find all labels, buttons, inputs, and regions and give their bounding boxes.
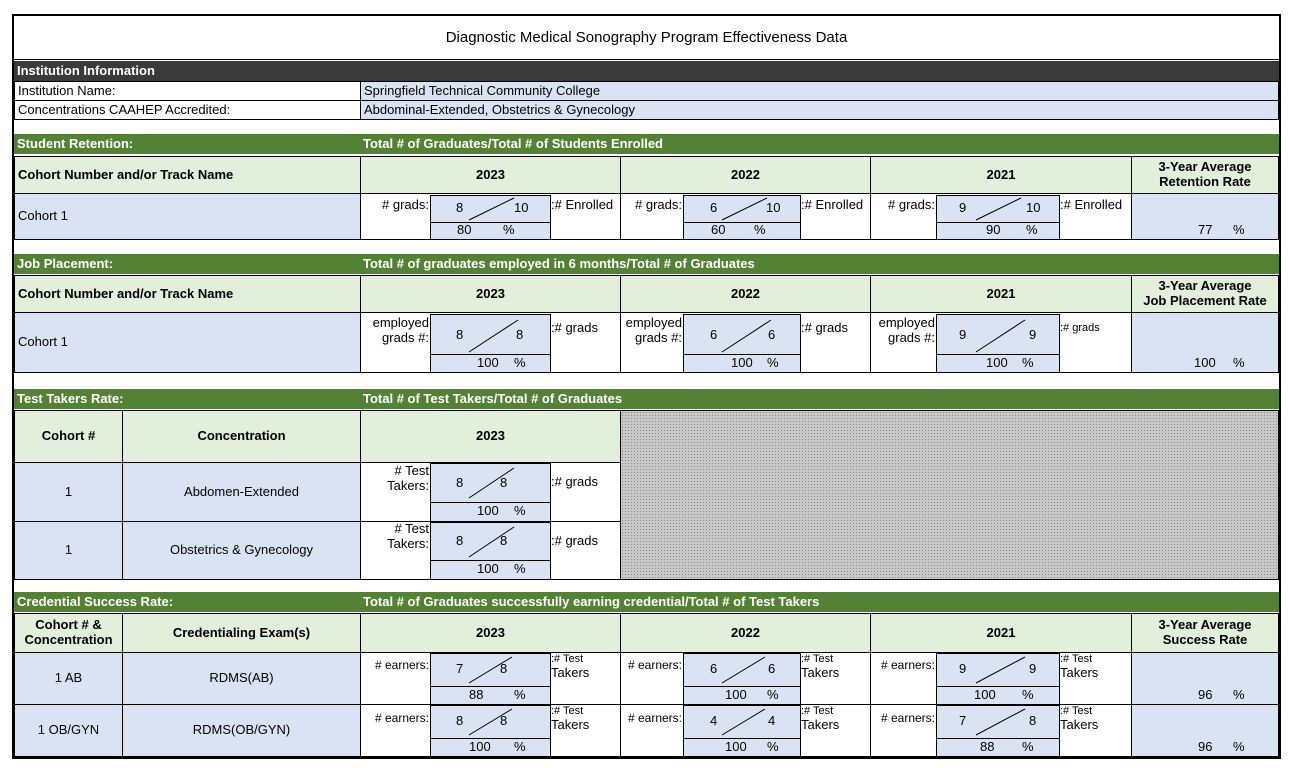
credential-row-1-2023-num: 7	[456, 661, 464, 676]
credential-row-2-2021-den-label	[1060, 705, 1131, 733]
credential-row-1-2023-num-label: # earners:	[374, 658, 429, 673]
credential-row-2-2022-num: 4	[710, 713, 718, 728]
credential-row-2-2023-pct-sign: %	[514, 739, 526, 754]
credential-subheader: Total # of Graduates successfully earning credential/Total # of Test Takers	[360, 592, 1279, 612]
credential-row-1-2023-pct: 88	[469, 687, 484, 702]
placement-2021-fraction-slash	[976, 319, 1026, 353]
credential-cohort-header-line1: Cohort # &	[35, 617, 102, 633]
retention-2022-den: 10	[766, 200, 781, 215]
credential-row-1-2023-den-label-line1: :# Test	[551, 653, 584, 665]
credential-row-2-2023-num: 8	[456, 713, 464, 728]
credential-average-header	[1131, 613, 1279, 653]
retention-2023-den: 10	[514, 200, 529, 215]
testtakers-row-1-pct-sign: %	[514, 503, 526, 518]
credential-row-1-2022-pct: 100	[725, 687, 747, 702]
credential-row-1-2021-pct-sign: %	[1022, 687, 1034, 702]
placement-2022-pct: 100	[731, 355, 753, 370]
credential-row-2-2022-fraction-slash	[722, 708, 766, 736]
placement-2022-fraction-slash	[722, 319, 772, 353]
placement-2022-num-label-line1: employed	[625, 315, 682, 330]
placement-2023-fraction-slash	[469, 319, 519, 353]
credential-exam-column-header: Credentialing Exam(s)	[122, 613, 361, 653]
retention-2022-fraction-slash	[722, 197, 768, 221]
retention-subheader: Total # of Graduates/Total # of Students Enrolled	[360, 134, 1279, 154]
credential-row-1-2022-den-label-line2: Takers	[801, 664, 840, 680]
testtakers-row-1-fraction-slash	[469, 467, 515, 499]
placement-year-2023: 2023	[360, 275, 621, 313]
placement-cohort-column-header: Cohort Number and/or Track Name	[14, 275, 361, 313]
credential-year-2022: 2022	[620, 613, 871, 653]
credential-row-2-average-pct-sign: %	[1233, 739, 1245, 754]
retention-2023-num: 8	[456, 200, 464, 215]
testtakers-row-1-concentration: Abdomen-Extended	[122, 462, 361, 522]
credential-row-1-2022-den: 6	[768, 661, 776, 676]
credential-row-1-average-value: 96	[1198, 687, 1213, 702]
institution-header: Institution Information	[14, 61, 1279, 81]
credential-row-2-2021-num-label: # earners:	[880, 711, 935, 726]
placement-average-pct-sign: %	[1233, 355, 1245, 370]
credential-cohort-header-line2: Concentration	[24, 632, 113, 647]
credential-row-2-cohort: 1 OB/GYN	[14, 704, 123, 757]
credential-row-1-2021-den-label	[1060, 653, 1131, 681]
placement-2022-num-label-line2: grads #:	[635, 329, 682, 345]
retention-2022-num: 6	[710, 200, 718, 215]
retention-2021-pct-sign: %	[1026, 222, 1038, 237]
retention-2023-pct: 80	[457, 222, 472, 237]
credential-row-2-2021-den-label-line1: :# Test	[1060, 705, 1093, 717]
credential-row-2-2023-fraction-slash	[469, 708, 513, 736]
retention-2021-num: 9	[959, 200, 967, 215]
credential-row-2-2022-pct: 100	[725, 739, 747, 754]
credential-row-1-2023-pct-cell	[430, 686, 551, 705]
credential-row-2-exam: RDMS(OB/GYN)	[122, 704, 361, 757]
credential-row-2-2021-den: 8	[1029, 713, 1037, 728]
retention-2021-pct: 90	[986, 222, 1001, 237]
placement-subheader: Total # of graduates employed in 6 months/Total # of Graduates	[360, 254, 1279, 274]
credential-row-2-2023-den-label	[551, 705, 621, 733]
credential-row-2-2023-den: 8	[500, 713, 508, 728]
retention-2023-den-label: :# Enrolled	[551, 196, 614, 212]
retention-2022-num-label: # grads:	[635, 196, 682, 212]
retention-average-pct-sign: %	[1233, 222, 1245, 237]
placement-average-header-line1: 3-Year Average	[1158, 278, 1252, 294]
placement-2021-num-label-line2: grads #:	[888, 329, 935, 345]
placement-2023-num: 8	[456, 327, 464, 342]
placement-row-label: Cohort 1	[14, 312, 361, 373]
testtakers-row-1-den-label: :# grads	[551, 473, 598, 489]
credential-row-1-2023-den-label-line2: Takers	[551, 664, 590, 680]
credential-year-2021: 2021	[870, 613, 1132, 653]
credential-row-1-2022-fraction-slash	[722, 656, 766, 684]
placement-section-header: Job Placement:	[14, 254, 361, 274]
testtakers-row-1-cohort: 1	[14, 462, 123, 522]
credential-row-1-2022-den-label-line1: :# Test	[801, 653, 834, 665]
credential-row-2-2021-pct-sign: %	[1022, 739, 1034, 754]
credential-row-1-2021-den: 9	[1029, 661, 1037, 676]
placement-2021-pct: 100	[986, 355, 1008, 370]
placement-2023-num-label	[360, 316, 431, 346]
placement-2022-den-label: :# grads	[801, 319, 848, 335]
credential-row-2-2021-pct-cell	[936, 738, 1060, 757]
testtakers-row-2-fraction-slash	[469, 526, 515, 558]
credential-row-2-2022-den-label-line2: Takers	[801, 716, 840, 732]
placement-year-2021: 2021	[870, 275, 1132, 313]
testtakers-row-2-pct-sign: %	[514, 561, 526, 576]
testtakers-year-2023: 2023	[360, 410, 621, 463]
testtakers-row-2-num-label-line1: # Test	[394, 521, 429, 536]
credential-row-2-2021-den-label-line2: Takers	[1060, 716, 1099, 732]
credential-row-1-2021-den-label-line1: :# Test	[1060, 653, 1093, 665]
testtakers-section-header: Test Takers Rate:	[14, 389, 361, 409]
retention-average-value: 77	[1198, 222, 1213, 237]
testtakers-row-2-concentration: Obstetrics & Gynecology	[122, 521, 361, 580]
credential-row-1-average-pct-sign: %	[1233, 687, 1245, 702]
testtakers-row-2-num: 8	[456, 533, 464, 548]
concentrations-label: Concentrations CAAHEP Accredited:	[14, 100, 361, 120]
credential-row-1-2022-pct-sign: %	[767, 687, 779, 702]
credential-row-1-2023-fraction-slash	[469, 656, 513, 684]
credential-row-1-cohort: 1 AB	[14, 652, 123, 705]
credential-row-1-2021-pct: 100	[974, 687, 996, 702]
retention-year-2021: 2021	[870, 156, 1132, 194]
credential-row-2-2023-num-label: # earners:	[374, 711, 429, 726]
institution-name-value: Springfield Technical Community College	[360, 81, 1279, 101]
placement-2023-den-label: :# grads	[551, 319, 598, 335]
testtakers-row-1-num-label-line2: Takers:	[387, 477, 429, 493]
retention-cohort-column-header: Cohort Number and/or Track Name	[14, 156, 361, 194]
testtakers-row-2-den: 8	[500, 533, 508, 548]
placement-2021-den: 9	[1029, 327, 1037, 342]
placement-2021-den-label: :# grads	[1060, 321, 1100, 334]
retention-2022-den-label: :# Enrolled	[801, 196, 864, 212]
placement-average-header	[1131, 275, 1279, 313]
page-title: Diagnostic Medical Sonography Program Effectiveness Data	[14, 16, 1279, 60]
credential-year-2023: 2023	[360, 613, 621, 653]
credential-row-2-2022-den: 4	[768, 713, 776, 728]
retention-average-header-line2: Retention Rate	[1159, 174, 1251, 189]
credential-row-1-2021-pct-cell	[936, 686, 1060, 705]
retention-2021-num-label: # grads:	[888, 196, 935, 212]
retention-2021-fraction-slash	[976, 197, 1022, 221]
retention-2021-den: 10	[1026, 200, 1041, 215]
retention-average-header	[1131, 156, 1279, 194]
testtakers-cohort-column-header: Cohort #	[14, 410, 123, 463]
credential-average-header-line1: 3-Year Average	[1158, 617, 1252, 633]
credential-row-2-2021-pct: 88	[980, 739, 995, 754]
retention-2023-num-label: # grads:	[382, 196, 429, 212]
credential-row-1-exam: RDMS(AB)	[122, 652, 361, 705]
testtakers-blocked-area	[620, 410, 1279, 580]
testtakers-subheader: Total # of Test Takers/Total # of Graduates	[360, 389, 1279, 409]
placement-2022-num-label	[620, 316, 684, 346]
retention-average-header-line1: 3-Year Average	[1158, 159, 1252, 175]
credential-row-1-2023-pct-sign: %	[514, 687, 526, 702]
retention-2023-pct-cell	[430, 222, 551, 240]
credential-section-header: Credential Success Rate:	[14, 592, 361, 612]
placement-year-2022: 2022	[620, 275, 871, 313]
credential-row-2-2022-num-label: # earners:	[627, 711, 682, 726]
testtakers-row-2-den-label: :# grads	[551, 532, 598, 548]
placement-2021-num-label	[870, 316, 937, 346]
credential-row-1-2021-num: 9	[959, 661, 967, 676]
placement-2023-pct-sign: %	[514, 355, 526, 370]
effectiveness-sheet	[12, 14, 1281, 759]
retention-row-label: Cohort 1	[14, 193, 361, 240]
testtakers-row-2-num-label	[360, 522, 431, 552]
testtakers-concentration-column-header: Concentration	[122, 410, 361, 463]
testtakers-row-2-num-label-line2: Takers:	[387, 535, 429, 551]
retention-2021-den-label: :# Enrolled	[1060, 196, 1123, 212]
credential-row-1-2021-fraction-slash	[976, 656, 1026, 684]
retention-2023-pct-sign: %	[503, 222, 515, 237]
testtakers-row-2-cohort: 1	[14, 521, 123, 580]
credential-row-2-average-value: 96	[1198, 739, 1213, 754]
credential-row-1-2022-num-label: # earners:	[627, 658, 682, 673]
credential-row-2-2021-num: 7	[959, 713, 967, 728]
credential-row-1-2023-den: 8	[500, 661, 508, 676]
credential-row-1-2021-den-label-line2: Takers	[1060, 664, 1099, 680]
retention-year-2023: 2023	[360, 156, 621, 194]
placement-2021-num: 9	[959, 327, 967, 342]
placement-average-value: 100	[1194, 355, 1216, 370]
placement-2023-pct: 100	[477, 355, 499, 370]
placement-2023-den: 8	[516, 327, 524, 342]
placement-2023-num-label-line1: employed	[372, 315, 429, 330]
credential-row-1-2022-num: 6	[710, 661, 718, 676]
credential-cohort-column-header	[14, 613, 123, 653]
placement-2021-num-label-line1: employed	[878, 315, 935, 330]
retention-section-header: Student Retention:	[14, 134, 361, 154]
testtakers-row-2-pct: 100	[477, 561, 499, 576]
placement-average-header-line2: Job Placement Rate	[1143, 293, 1267, 308]
credential-row-2-2022-pct-sign: %	[767, 739, 779, 754]
placement-2023-num-label-line2: grads #:	[382, 329, 429, 345]
testtakers-row-1-den: 8	[500, 475, 508, 490]
credential-row-2-2022-den-label-line1: :# Test	[801, 705, 834, 717]
retention-year-2022: 2022	[620, 156, 871, 194]
credential-average-header-line2: Success Rate	[1162, 632, 1248, 647]
retention-2022-pct-cell	[683, 222, 801, 240]
retention-2022-pct: 60	[711, 222, 726, 237]
retention-2022-pct-sign: %	[754, 222, 766, 237]
institution-name-label: Institution Name:	[14, 81, 361, 101]
placement-2021-pct-sign: %	[1022, 355, 1034, 370]
testtakers-row-1-num-label-line1: # Test	[394, 463, 429, 478]
credential-row-2-2023-pct: 100	[469, 739, 491, 754]
testtakers-row-1-num: 8	[456, 475, 464, 490]
retention-2023-fraction-slash	[469, 197, 515, 221]
testtakers-row-1-num-label	[360, 464, 431, 494]
credential-row-2-2021-fraction-slash	[976, 708, 1026, 736]
placement-2022-num: 6	[710, 327, 718, 342]
credential-row-1-2021-num-label: # earners:	[880, 658, 935, 673]
credential-row-1-2023-den-label	[551, 653, 621, 681]
credential-row-1-2022-den-label	[801, 653, 871, 681]
testtakers-row-1-pct: 100	[477, 503, 499, 518]
credential-row-2-2023-den-label-line2: Takers	[551, 716, 590, 732]
placement-2022-den: 6	[768, 327, 776, 342]
concentrations-value: Abdominal-Extended, Obstetrics & Gynecology	[360, 100, 1279, 120]
credential-row-2-2022-den-label	[801, 705, 871, 733]
placement-2022-pct-sign: %	[767, 355, 779, 370]
credential-row-2-2023-den-label-line1: :# Test	[551, 705, 584, 717]
